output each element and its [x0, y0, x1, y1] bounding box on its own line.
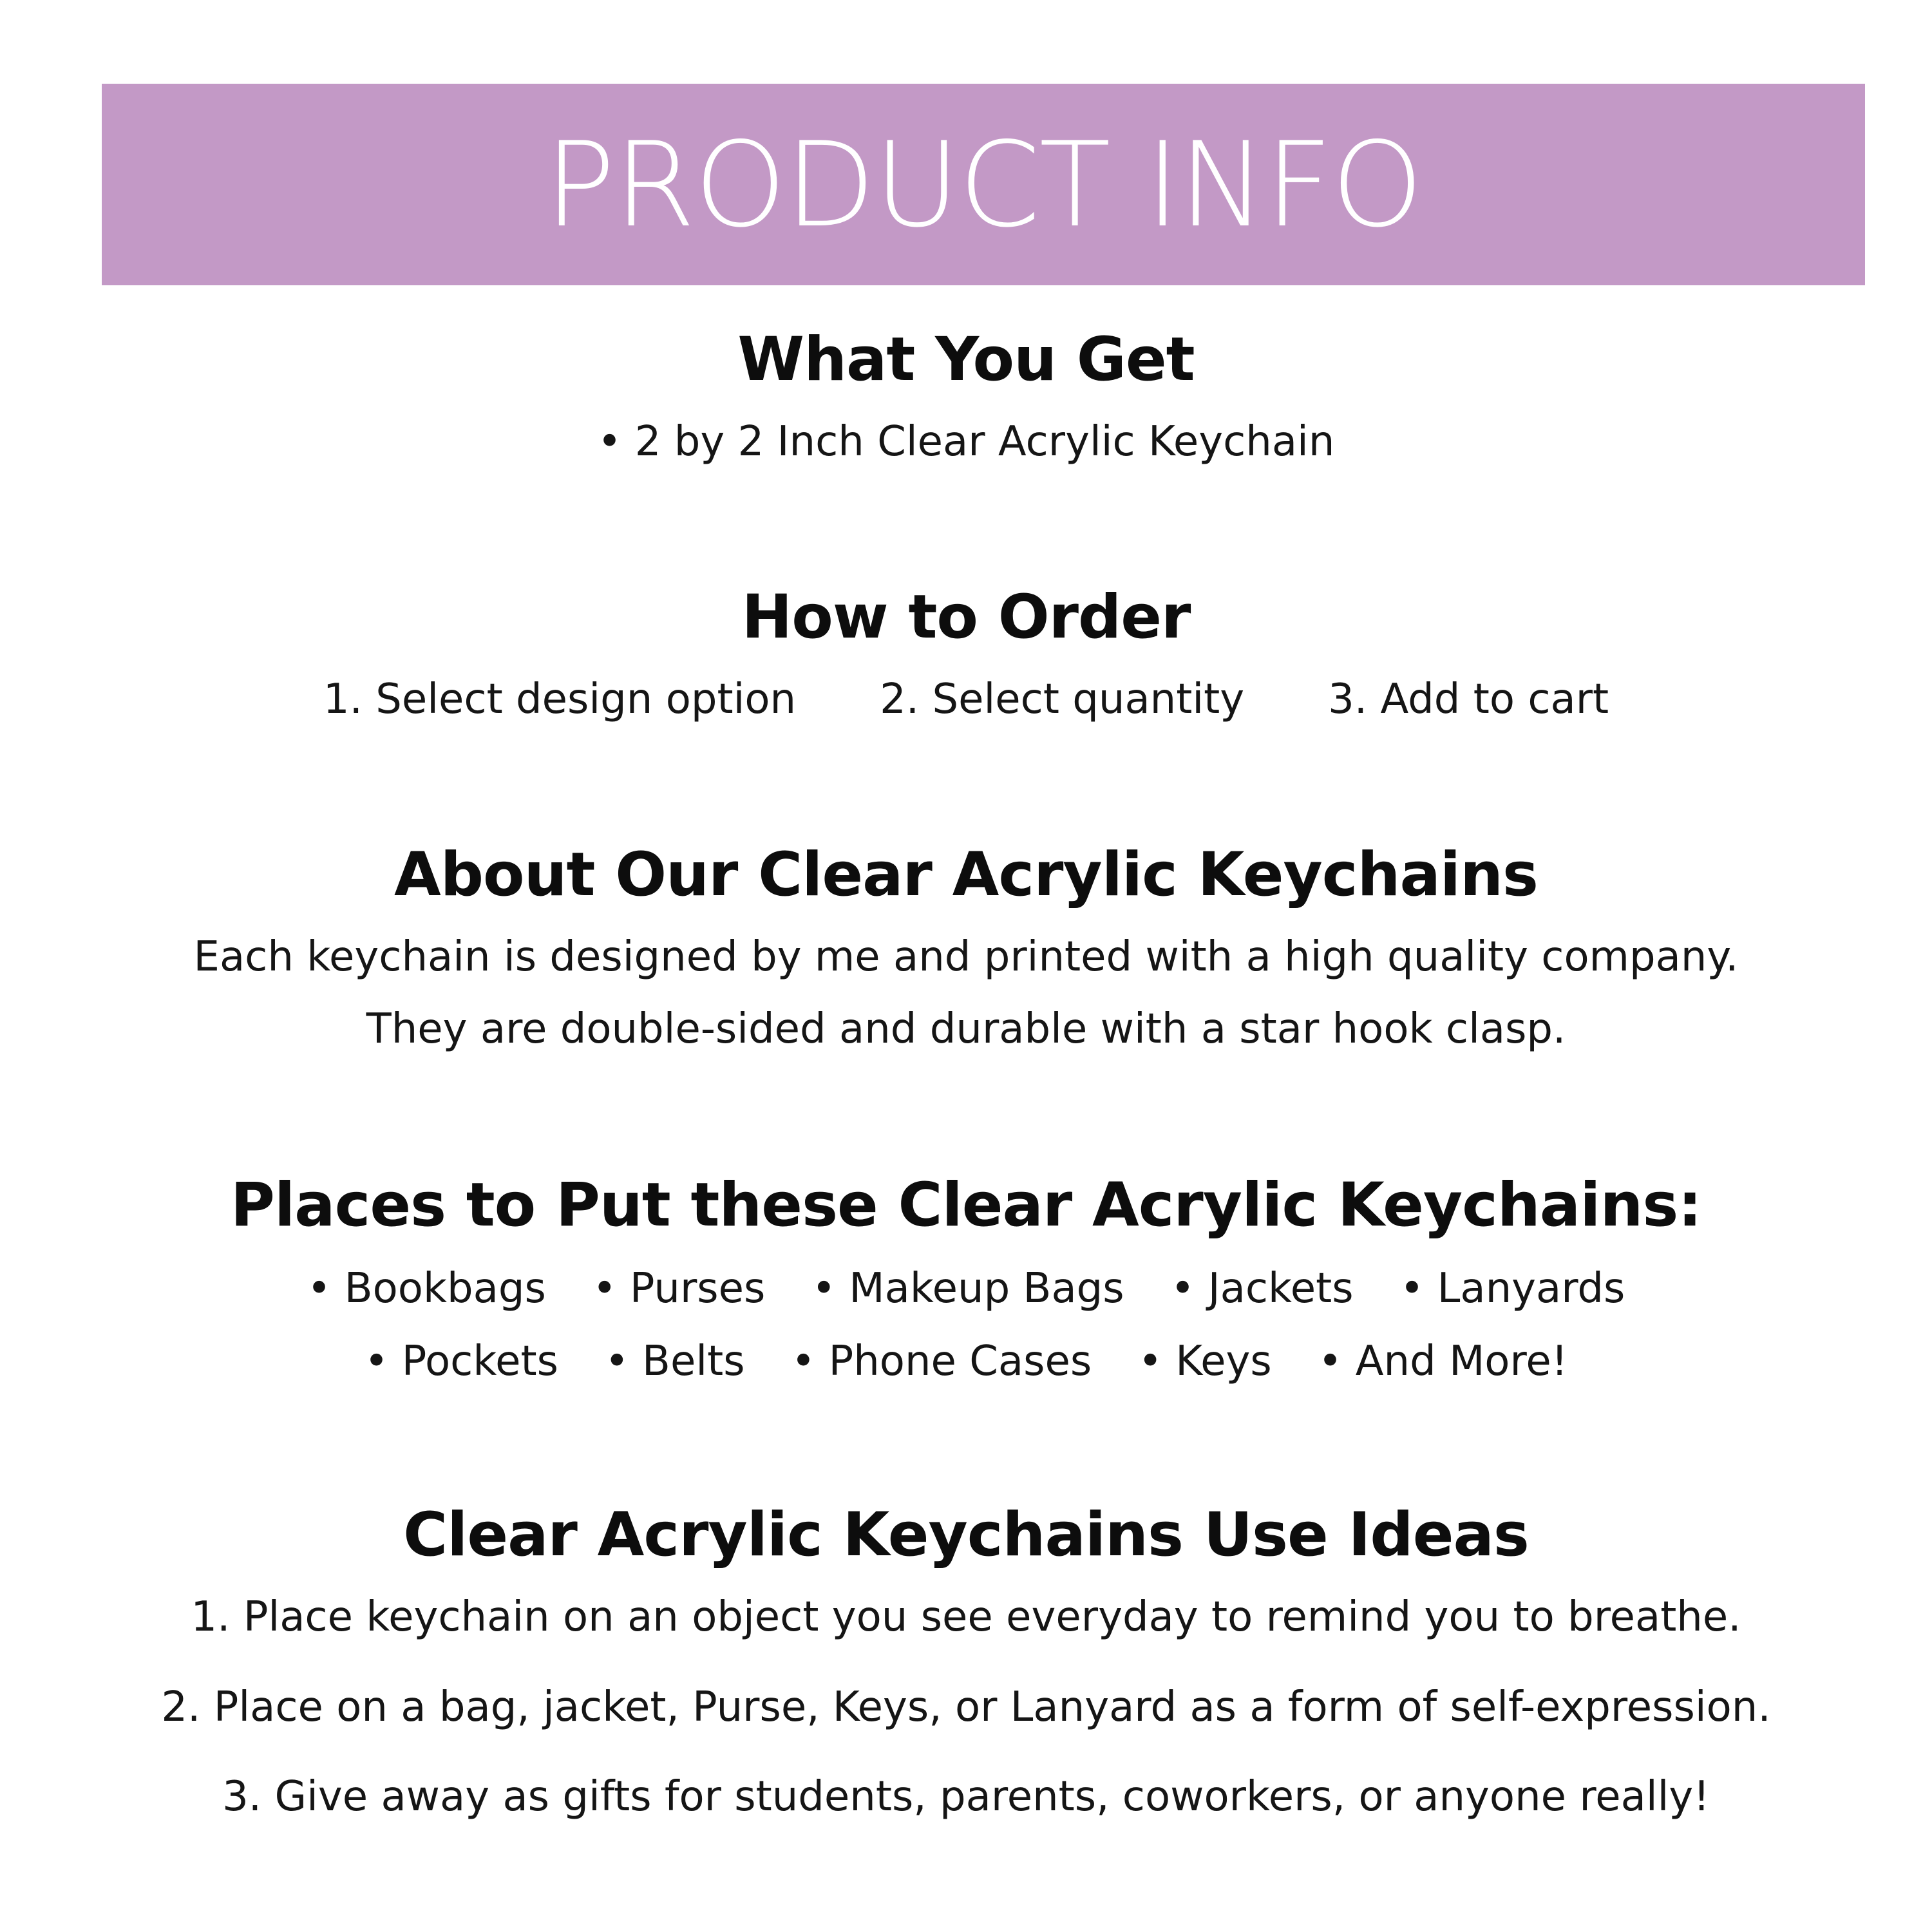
- order-step: 2. Select quantity: [880, 676, 1245, 723]
- use-idea-item: 2. Place on a bag, jacket, Purse, Keys, or Lanyard as a form of self-expression.: [161, 1683, 1771, 1731]
- about-line: They are double-sided and durable with a star hook clasp.: [366, 1005, 1566, 1053]
- what-you-get-item: • 2 by 2 Inch Clear Acrylic Keychain: [597, 418, 1335, 466]
- place-item: • Bookbags: [307, 1265, 546, 1312]
- place-item: • Purses: [592, 1265, 766, 1312]
- how-to-order-heading: How to Order: [741, 582, 1191, 652]
- place-item: • Belts: [604, 1338, 745, 1385]
- use-idea-item: 3. Give away as gifts for students, parents, coworkers, or anyone really!: [222, 1773, 1710, 1821]
- product-info-banner: [102, 84, 1865, 285]
- order-step: 3. Add to cart: [1328, 676, 1609, 723]
- use-ideas-heading: Clear Acrylic Keychains Use Ideas: [403, 1500, 1529, 1570]
- order-step: 1. Select design option: [323, 676, 797, 723]
- place-item: • And More!: [1318, 1338, 1568, 1385]
- places-row-1: [0, 1265, 1932, 1313]
- places-heading: Places to Put these Clear Acrylic Keychains:: [231, 1170, 1701, 1240]
- use-idea-item: 1. Place keychain on an object you see everyday to remind you to breathe.: [191, 1593, 1741, 1641]
- place-item: • Lanyards: [1399, 1265, 1625, 1312]
- place-item: • Phone Cases: [791, 1338, 1092, 1385]
- place-item: • Makeup Bags: [811, 1265, 1124, 1312]
- what-you-get-heading: What You Get: [737, 325, 1195, 395]
- how-to-order-steps: [0, 676, 1932, 724]
- about-heading: About Our Clear Acrylic Keychains: [394, 840, 1538, 910]
- about-line: Each keychain is designed by me and printed with a high quality company.: [193, 933, 1739, 981]
- banner-title: PRODUCT INFO: [544, 116, 1423, 253]
- place-item: • Pockets: [364, 1338, 558, 1385]
- place-item: • Jackets: [1170, 1265, 1354, 1312]
- places-row-2: [0, 1338, 1932, 1386]
- place-item: • Keys: [1138, 1338, 1272, 1385]
